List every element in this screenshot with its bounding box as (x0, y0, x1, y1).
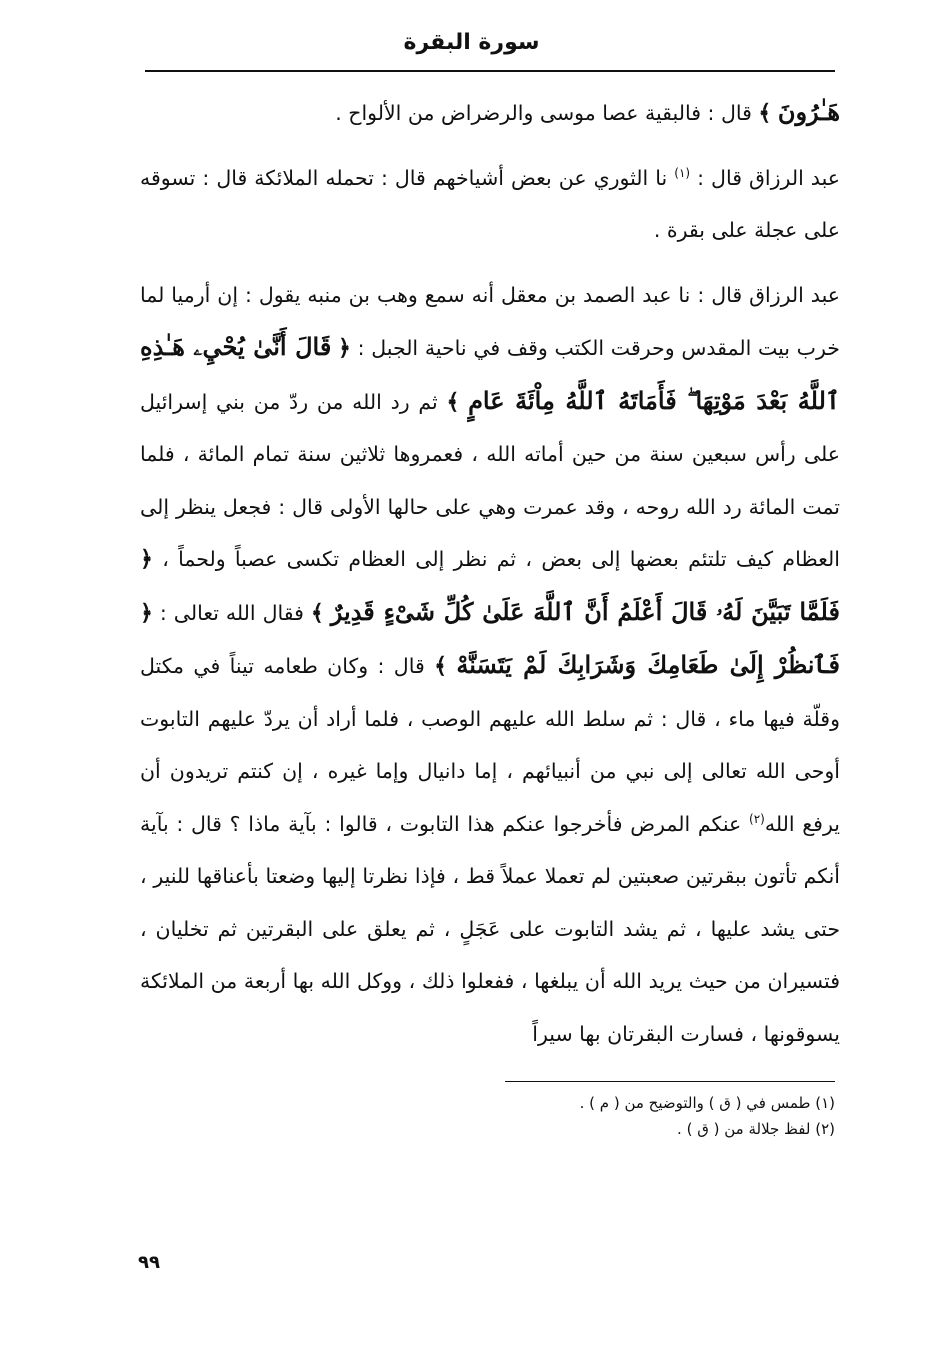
paragraph-text: عنكم المرض فأخرجوا عنكم هذا التابوت ، قالوا : بآية ماذا ؟ قال : بآية أنكم تأتون ببقرتين صعبتين لم تعملا عملاً قط ، فإذا نظرتا إليها وضعتا بأعناقها للنير ، حتى يشد عليها ، ثم يشد التابوت على عَجَلٍ ، ثم يعلق على البقرتين ثم تخليان ، فتسيران من حيث يريد الله أن يبلغها ، ففعلوا ذلك ، ووكل الله بها أربعة من الملائكة يسوقونها ، فسارت البقرتان بها سيراً (140, 811, 840, 1046)
close-bracket: ﴾ (446, 388, 460, 415)
paragraph-2 (140, 152, 840, 257)
open-bracket: ﴿ (140, 599, 153, 626)
paragraph-text: قال : فالبقية عصا موسى والرضراض من الألواح . (335, 101, 752, 125)
footnote-1: (١) طمس في ( ق ) والتوضيح من ( م ) . (579, 1094, 835, 1112)
paragraph-text: ثم رد الله من ردّ من بني إسرائيل على رأس سبعين سنة من حين أماته الله ، فعمروها ثلاثين سنة تمام المائة ، فلما تمت المائة رد الله روحه ، وقد عمرت وهي على حالها الأولى قال : فجعل ينظر إلى العظام كيف تلتئم بعضها إلى بعض ، ثم نظر إلى العظام تكسى عصباً ولحماً ، (140, 389, 840, 571)
paragraph-text: فقال الله تعالى : (159, 600, 304, 625)
quran-verse-1: قَالَ أَنَّىٰ يُحْيِۦ هَـٰذِهِ ٱللَّهُ بَعْدَ مَوْتِهَا ۖ فَأَمَاتَهُ ٱللَّهُ مِاْئَةَ عَامٍ (140, 332, 840, 415)
quran-verse-2: فَلَمَّا تَبَيَّنَ لَهُۥ قَالَ أَعْلَمُ أَنَّ ٱللَّهَ عَلَىٰ كُلِّ شَىْءٍ قَدِيرٌ (330, 596, 840, 626)
paragraph-text: عبد الرزاق قال : (690, 165, 840, 190)
close-bracket: ﴾ (434, 653, 448, 679)
footnote-rule (505, 1081, 835, 1082)
footnote-mark-1: (١) (674, 165, 691, 180)
page-number: ٩٩ (138, 1252, 160, 1273)
footnote-mark-2: (٢) (749, 811, 765, 826)
close-bracket: ﴾ (758, 100, 772, 126)
paragraph-text: نا الثوري عن بعض أشياخهم قال : تحمله الملائكة قال : تسوقه على عجلة على بقرة . (140, 165, 840, 242)
header-rule (145, 70, 835, 72)
footnotes (140, 1090, 835, 1142)
paragraph-text: قال : وكان طعامه تيناً في مكتل وقلّة فيها ماء ، قال : ثم سلط الله عليهم الوصب ، فلما أراد أن يردّ عليهم التابوت أوحى الله تعالى إلى نبي من أنبيائهم ، إما دانيال وإما غيره ، إن كنتم تريدون أن يرفع الله (140, 654, 841, 836)
paragraph-1 (140, 86, 840, 140)
open-bracket: ﴿ (140, 546, 153, 572)
close-bracket: ﴾ (310, 599, 324, 626)
paragraph-3 (140, 269, 840, 1061)
quran-fragment: هَـٰرُونَ (777, 97, 840, 126)
running-head-title: سورة البقرة (403, 30, 540, 55)
open-bracket: ﴿ (338, 335, 351, 361)
paragraph-text: عبد الرزاق قال : نا عبد الصمد بن معقل أنه سمع وهب بن منبه يقول : إن أرميا لما خرب بيت المقدس وحرقت الكتب وقف في ناحية الجبل : (140, 282, 840, 360)
main-text (140, 86, 840, 1060)
footnote-2: (٢) لفظ جلالة من ( ق ) . (677, 1120, 835, 1138)
quran-verse-3: فَٱنظُرْ إِلَىٰ طَعَامِكَ وَشَرَابِكَ لَمْ يَتَسَنَّهْ (456, 650, 840, 679)
